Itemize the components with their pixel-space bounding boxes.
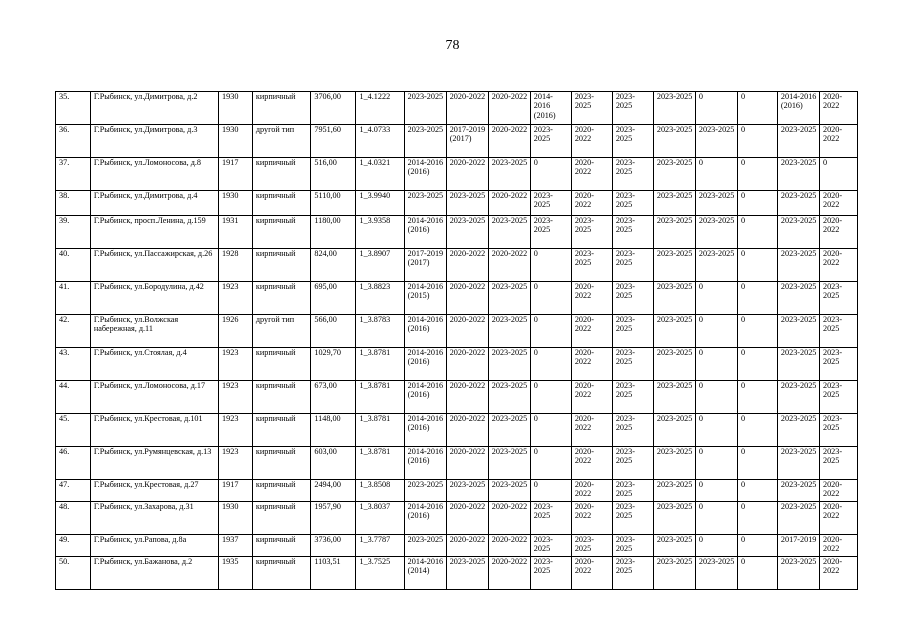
table-cell: 2020-2022 <box>488 535 530 557</box>
table-cell: 2020-2022 <box>571 158 612 191</box>
table-cell: 2020-2022 <box>446 315 488 348</box>
address-cell: Г.Рыбинск, ул.Димитрова, д.2 <box>90 92 218 125</box>
table-cell: 2020-2022 <box>488 92 530 125</box>
table-cell: 2014-2016 (2016) <box>404 216 446 249</box>
table-cell: 2020-2022 <box>571 315 612 348</box>
table-cell: 0 <box>695 381 737 414</box>
table-cell: 0 <box>819 158 857 191</box>
table-cell: 2020-2022 <box>571 381 612 414</box>
table-cell: 0 <box>530 158 571 191</box>
table-cell: 1_4.1222 <box>356 92 404 125</box>
table-row <box>56 315 858 348</box>
table-row <box>56 480 858 502</box>
address-cell: Г.Рыбинск, ул.Стоялая, д.4 <box>90 348 218 381</box>
table-cell: 2020-2022 <box>446 158 488 191</box>
table-cell: 2023-2025 <box>695 216 737 249</box>
table-cell: 2020-2022 <box>446 282 488 315</box>
table-cell: 2023-2025 <box>446 191 488 216</box>
row-number-cell: 43. <box>56 348 91 381</box>
table-cell: 2020-2022 <box>571 480 612 502</box>
address-cell: Г.Рыбинск, ул.Бородулина, д.42 <box>90 282 218 315</box>
table-cell: 2020-2022 <box>488 125 530 158</box>
table-cell: 3706,00 <box>311 92 356 125</box>
table-cell: 2023-2025 <box>653 447 695 480</box>
address-cell: Г.Рыбинск, ул.Крестовая, д.101 <box>90 414 218 447</box>
table-cell: 2023-2025 <box>695 249 737 282</box>
table-cell: 2020-2022 <box>819 557 857 590</box>
table-cell: 2020-2022 <box>571 191 612 216</box>
table-cell: 2020-2022 <box>446 381 488 414</box>
table-row <box>56 249 858 282</box>
table-cell: кирпичный <box>252 447 310 480</box>
row-number-cell: 47. <box>56 480 91 502</box>
table-cell: 2014-2016 (2016) <box>530 92 571 125</box>
table-cell: 0 <box>530 348 571 381</box>
table-cell: 1103,51 <box>311 557 356 590</box>
table-cell: 1957,90 <box>311 502 356 535</box>
table-cell: 2023-2025 <box>612 480 653 502</box>
table-cell: 1937 <box>219 535 253 557</box>
table-cell: 2023-2025 <box>612 158 653 191</box>
table-cell: 0 <box>695 535 737 557</box>
table-cell: 2020-2022 <box>819 502 857 535</box>
table-row <box>56 92 858 125</box>
row-number-cell: 48. <box>56 502 91 535</box>
table-cell: 1926 <box>219 315 253 348</box>
table-cell: 2020-2022 <box>571 348 612 381</box>
table-cell: 0 <box>530 381 571 414</box>
table-cell: 2023-2025 <box>612 502 653 535</box>
table-cell: 2023-2025 <box>777 216 819 249</box>
table-row <box>56 381 858 414</box>
table-cell: 2023-2025 <box>819 315 857 348</box>
table-cell: 2020-2022 <box>446 414 488 447</box>
table-cell: 2020-2022 <box>488 249 530 282</box>
table-cell: 2023-2025 <box>653 414 695 447</box>
table-cell: 2023-2025 <box>404 480 446 502</box>
table-cell: 0 <box>737 249 777 282</box>
table-row <box>56 216 858 249</box>
table-cell: 1_3.8907 <box>356 249 404 282</box>
table-cell: 2023-2025 <box>612 414 653 447</box>
table-cell: 2014-2016 (2016) <box>404 158 446 191</box>
table-cell: 2023-2025 <box>530 502 571 535</box>
table-cell: 2023-2025 <box>612 216 653 249</box>
table-cell: 1_3.8781 <box>356 348 404 381</box>
table-cell: кирпичный <box>252 216 310 249</box>
table-cell: 695,00 <box>311 282 356 315</box>
table-cell: 3736,00 <box>311 535 356 557</box>
table-cell: 2023-2025 <box>695 191 737 216</box>
table-cell: кирпичный <box>252 282 310 315</box>
table-cell: 2023-2025 <box>530 125 571 158</box>
table-cell: 1_4.0321 <box>356 158 404 191</box>
table-cell: 2020-2022 <box>446 502 488 535</box>
table-cell: 2023-2025 <box>612 557 653 590</box>
table-cell: 2014-2016 (2014) <box>404 557 446 590</box>
table-cell: 1_3.8037 <box>356 502 404 535</box>
table-cell: 2023-2025 <box>777 557 819 590</box>
table-cell: 2023-2025 <box>777 315 819 348</box>
table-cell: 2014-2016 (2016) <box>404 502 446 535</box>
table-cell: 2023-2025 <box>488 282 530 315</box>
row-number-cell: 46. <box>56 447 91 480</box>
table-cell: 2020-2022 <box>488 502 530 535</box>
table-cell: 0 <box>737 125 777 158</box>
table-cell: 0 <box>737 191 777 216</box>
row-number-cell: 42. <box>56 315 91 348</box>
table-cell: 566,00 <box>311 315 356 348</box>
table-cell: 2023-2025 <box>571 535 612 557</box>
table-cell: 1930 <box>219 502 253 535</box>
table-cell: 2020-2022 <box>571 125 612 158</box>
table-cell: кирпичный <box>252 92 310 125</box>
table-cell: 2020-2022 <box>571 557 612 590</box>
table-cell: другой тип <box>252 315 310 348</box>
table-cell: другой тип <box>252 125 310 158</box>
table-cell: 1180,00 <box>311 216 356 249</box>
table-cell: 2014-2016 (2015) <box>404 282 446 315</box>
row-number-cell: 41. <box>56 282 91 315</box>
table-cell: кирпичный <box>252 535 310 557</box>
table-cell: 1_3.9358 <box>356 216 404 249</box>
table-cell: 2020-2022 <box>819 125 857 158</box>
table-cell: 0 <box>737 348 777 381</box>
table-row <box>56 502 858 535</box>
table-cell: 2023-2025 <box>530 557 571 590</box>
table-cell: 5110,00 <box>311 191 356 216</box>
table-row <box>56 447 858 480</box>
table-cell: 2023-2025 <box>653 315 695 348</box>
table-cell: кирпичный <box>252 249 310 282</box>
table-cell: 1_3.8508 <box>356 480 404 502</box>
table-cell: 2023-2025 <box>612 125 653 158</box>
table-cell: 2023-2025 <box>819 381 857 414</box>
table-cell: 2020-2022 <box>446 535 488 557</box>
table-cell: 0 <box>695 414 737 447</box>
address-cell: Г.Рыбинск, ул.Волжская набережная, д.11 <box>90 315 218 348</box>
table-cell: 1148,00 <box>311 414 356 447</box>
table-cell: 2023-2025 <box>777 414 819 447</box>
table-cell: 2020-2022 <box>446 447 488 480</box>
table-cell: 0 <box>530 315 571 348</box>
table-cell: 0 <box>695 158 737 191</box>
table-cell: 2023-2025 <box>777 282 819 315</box>
table-cell: 2023-2025 <box>653 535 695 557</box>
table-cell: 2023-2025 <box>819 348 857 381</box>
table-cell: 0 <box>737 92 777 125</box>
table-cell: 2020-2022 <box>571 447 612 480</box>
table-cell: 0 <box>695 502 737 535</box>
page-number: 78 <box>445 38 460 53</box>
table-cell: 0 <box>737 535 777 557</box>
table-cell: 2017-2019 <box>777 535 819 557</box>
table-row <box>56 535 858 557</box>
table-cell: 673,00 <box>311 381 356 414</box>
table-cell: 2023-2025 <box>653 348 695 381</box>
table-cell: кирпичный <box>252 414 310 447</box>
address-cell: Г.Рыбинск, ул.Захарова, д.31 <box>90 502 218 535</box>
table-cell: 2023-2025 <box>653 502 695 535</box>
table-cell: 1_3.8783 <box>356 315 404 348</box>
table-cell: 0 <box>695 282 737 315</box>
table-cell: 0 <box>530 414 571 447</box>
table-cell: 2023-2025 <box>530 191 571 216</box>
address-cell: Г.Рыбинск, ул.Крестовая, д.27 <box>90 480 218 502</box>
table-cell: 0 <box>530 480 571 502</box>
table-cell: кирпичный <box>252 480 310 502</box>
table-cell: 2023-2025 <box>653 191 695 216</box>
table-cell: 1931 <box>219 216 253 249</box>
address-cell: Г.Рыбинск, ул.Пассажирская, д.26 <box>90 249 218 282</box>
table-cell: 2020-2022 <box>571 282 612 315</box>
table-cell: 0 <box>737 447 777 480</box>
table-cell: 2023-2025 <box>777 480 819 502</box>
table-cell: 2020-2022 <box>446 348 488 381</box>
table-cell: 2023-2025 <box>777 447 819 480</box>
table-cell: 2023-2025 <box>404 92 446 125</box>
table-cell: 1923 <box>219 282 253 315</box>
table-cell: 2023-2025 <box>488 315 530 348</box>
table-cell: 0 <box>695 348 737 381</box>
table-row <box>56 557 858 590</box>
table-cell: 2023-2025 <box>446 480 488 502</box>
table-cell: 0 <box>530 249 571 282</box>
address-cell: Г.Рыбинск, просп.Ленина, д.159 <box>90 216 218 249</box>
table-cell: 2020-2022 <box>819 92 857 125</box>
table-cell: 516,00 <box>311 158 356 191</box>
table-cell: кирпичный <box>252 158 310 191</box>
table-cell: 1917 <box>219 480 253 502</box>
table-cell: 0 <box>737 381 777 414</box>
table-cell: 2023-2025 <box>612 535 653 557</box>
row-number-cell: 38. <box>56 191 91 216</box>
table-cell: 0 <box>695 447 737 480</box>
table-cell: 2014-2016 (2016) <box>404 381 446 414</box>
table-cell: 2023-2025 <box>653 216 695 249</box>
table-cell: 2023-2025 <box>653 92 695 125</box>
table-cell: 2023-2025 <box>777 249 819 282</box>
table-cell: 2023-2025 <box>653 249 695 282</box>
table-cell: 0 <box>737 502 777 535</box>
table-cell: 0 <box>695 480 737 502</box>
table-cell: 0 <box>737 158 777 191</box>
table-cell: 2023-2025 <box>819 414 857 447</box>
table-cell: 0 <box>737 216 777 249</box>
table-cell: 2014-2016 (2016) <box>404 414 446 447</box>
table-cell: 2023-2025 <box>488 414 530 447</box>
table-cell: 2020-2022 <box>819 535 857 557</box>
table-cell: 0 <box>530 282 571 315</box>
table-body <box>56 92 858 590</box>
table-cell: кирпичный <box>252 191 310 216</box>
row-number-cell: 37. <box>56 158 91 191</box>
table-cell: 2020-2022 <box>571 502 612 535</box>
table-cell: 2017-2019 (2017) <box>446 125 488 158</box>
table-cell: 2023-2025 <box>653 125 695 158</box>
table-cell: 2014-2016 (2016) <box>404 315 446 348</box>
table-cell: 1_3.7525 <box>356 557 404 590</box>
table-cell: 2020-2022 <box>819 249 857 282</box>
table-cell: 2023-2025 <box>488 447 530 480</box>
table-cell: 2023-2025 <box>653 158 695 191</box>
table-cell: 2020-2022 <box>819 191 857 216</box>
table-cell: 824,00 <box>311 249 356 282</box>
table-cell: 1_3.7787 <box>356 535 404 557</box>
table-cell: 2023-2025 <box>612 249 653 282</box>
table-cell: 2023-2025 <box>653 381 695 414</box>
table-cell: 2023-2025 <box>777 158 819 191</box>
table-cell: 2020-2022 <box>488 557 530 590</box>
address-cell: Г.Рыбинск, ул.Димитрова, д.3 <box>90 125 218 158</box>
table-cell: 1917 <box>219 158 253 191</box>
table-cell: 1930 <box>219 92 253 125</box>
table-cell: 2020-2022 <box>819 216 857 249</box>
table-cell: 2020-2022 <box>488 191 530 216</box>
address-cell: Г.Рыбинск, ул.Бажанова, д.2 <box>90 557 218 590</box>
address-cell: Г.Рыбинск, ул.Ломоносова, д.8 <box>90 158 218 191</box>
address-cell: Г.Рыбинск, ул.Румянцевская, д.13 <box>90 447 218 480</box>
table-cell: 2023-2025 <box>404 535 446 557</box>
table-cell: кирпичный <box>252 557 310 590</box>
table-cell: 2023-2025 <box>530 535 571 557</box>
table-cell: 2023-2025 <box>404 125 446 158</box>
row-number-cell: 49. <box>56 535 91 557</box>
row-number-cell: 50. <box>56 557 91 590</box>
table-cell: 0 <box>737 315 777 348</box>
table-cell: 0 <box>737 414 777 447</box>
table-cell: 0 <box>695 315 737 348</box>
table-cell: 2023-2025 <box>488 381 530 414</box>
table-cell: 2023-2025 <box>488 158 530 191</box>
table-cell: 2020-2022 <box>819 480 857 502</box>
table-cell: 1_4.0733 <box>356 125 404 158</box>
table-cell: 2023-2025 <box>612 92 653 125</box>
table-cell: 1930 <box>219 125 253 158</box>
table-row <box>56 158 858 191</box>
table-cell: 2023-2025 <box>571 216 612 249</box>
table-cell: 2017-2019 (2017) <box>404 249 446 282</box>
table-cell: 2023-2025 <box>488 480 530 502</box>
table-row <box>56 282 858 315</box>
row-number-cell: 45. <box>56 414 91 447</box>
address-cell: Г.Рыбинск, ул.Ломоносова, д.17 <box>90 381 218 414</box>
table-cell: 2023-2025 <box>488 348 530 381</box>
row-number-cell: 39. <box>56 216 91 249</box>
table-row <box>56 191 858 216</box>
table-cell: 2023-2025 <box>819 447 857 480</box>
table-cell: 2023-2025 <box>612 348 653 381</box>
table-cell: 0 <box>737 480 777 502</box>
table-cell: 2023-2025 <box>571 92 612 125</box>
table-cell: 2023-2025 <box>653 480 695 502</box>
table-cell: 2023-2025 <box>777 191 819 216</box>
address-cell: Г.Рыбинск, ул.Рапова, д.8а <box>90 535 218 557</box>
table-cell: 2023-2025 <box>777 502 819 535</box>
table-cell: 0 <box>530 447 571 480</box>
table-cell: 2023-2025 <box>777 125 819 158</box>
table-cell: 1923 <box>219 447 253 480</box>
row-number-cell: 44. <box>56 381 91 414</box>
table-cell: 2023-2025 <box>653 557 695 590</box>
table-cell: 2023-2025 <box>777 348 819 381</box>
table-cell: 2023-2025 <box>653 282 695 315</box>
table-cell: 2014-2016 (2016) <box>404 447 446 480</box>
table-cell: 2014-2016 (2016) <box>404 348 446 381</box>
table-cell: 1923 <box>219 381 253 414</box>
table-cell: 2014-2016 (2016) <box>777 92 819 125</box>
table-cell: 1_3.8781 <box>356 381 404 414</box>
table-cell: 1_3.8823 <box>356 282 404 315</box>
table-cell: 603,00 <box>311 447 356 480</box>
table-cell: 2020-2022 <box>571 414 612 447</box>
table-cell: кирпичный <box>252 502 310 535</box>
housing-repair-table <box>55 91 858 590</box>
address-cell: Г.Рыбинск, ул.Димитрова, д.4 <box>90 191 218 216</box>
table-row <box>56 414 858 447</box>
table-cell: 2023-2025 <box>446 216 488 249</box>
table-cell: 2023-2025 <box>777 381 819 414</box>
table-cell: 1029,70 <box>311 348 356 381</box>
table-cell: 2020-2022 <box>446 249 488 282</box>
table-cell: 1_3.8781 <box>356 414 404 447</box>
table-cell: 2023-2025 <box>819 282 857 315</box>
table-cell: 2023-2025 <box>404 191 446 216</box>
table-cell: кирпичный <box>252 348 310 381</box>
table-cell: 1_3.9940 <box>356 191 404 216</box>
table-cell: 1_3.8781 <box>356 447 404 480</box>
row-number-cell: 35. <box>56 92 91 125</box>
table-row <box>56 348 858 381</box>
table-cell: 2023-2025 <box>488 216 530 249</box>
table-cell: 1928 <box>219 249 253 282</box>
table-cell: 0 <box>737 282 777 315</box>
row-number-cell: 36. <box>56 125 91 158</box>
table-cell: 2023-2025 <box>612 381 653 414</box>
table-cell: 2023-2025 <box>571 249 612 282</box>
table-cell: 2023-2025 <box>695 557 737 590</box>
table-cell: 2023-2025 <box>612 447 653 480</box>
table-cell: 2020-2022 <box>446 92 488 125</box>
table-cell: 1930 <box>219 191 253 216</box>
table-cell: 0 <box>695 92 737 125</box>
table-cell: 2494,00 <box>311 480 356 502</box>
table-cell: 7951,60 <box>311 125 356 158</box>
table-cell: 1923 <box>219 414 253 447</box>
table-cell: кирпичный <box>252 381 310 414</box>
table-cell: 2023-2025 <box>446 557 488 590</box>
row-number-cell: 40. <box>56 249 91 282</box>
table-cell: 0 <box>737 557 777 590</box>
table-cell: 1923 <box>219 348 253 381</box>
table-cell: 2023-2025 <box>530 216 571 249</box>
table-cell: 2023-2025 <box>695 125 737 158</box>
table-cell: 1935 <box>219 557 253 590</box>
table-cell: 2023-2025 <box>612 282 653 315</box>
table-cell: 2023-2025 <box>612 315 653 348</box>
table-row <box>56 125 858 158</box>
table-cell: 2023-2025 <box>612 191 653 216</box>
